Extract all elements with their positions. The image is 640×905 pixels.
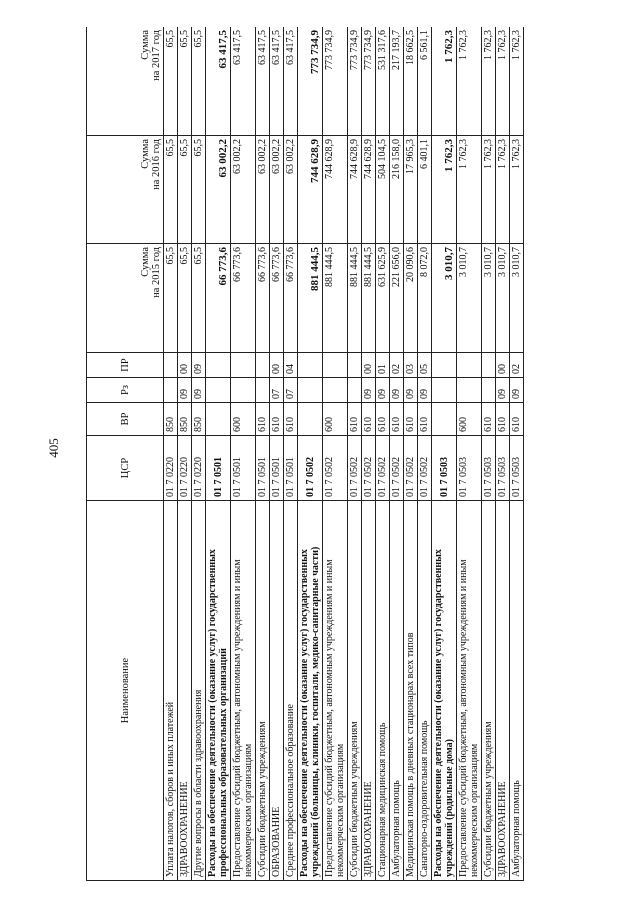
cell-csr: 01 7 0503 bbox=[496, 436, 510, 501]
cell-csr: 01 7 0503 bbox=[510, 436, 524, 501]
table-row bbox=[496, 27, 510, 881]
cell-rz: 09 bbox=[510, 378, 524, 403]
cell-sum-2015: 3 010,7 bbox=[457, 244, 482, 353]
cell-sum-2017: 65,5 bbox=[178, 27, 192, 136]
cell-rz bbox=[323, 378, 348, 403]
cell-sum-2016: 17 965,3 bbox=[404, 136, 418, 244]
cell-sum-2017: 63 417,5 bbox=[256, 27, 270, 136]
header-rz: Рз bbox=[87, 378, 164, 403]
cell-vr: 610 bbox=[362, 403, 376, 436]
cell-rz bbox=[298, 378, 323, 403]
cell-csr: 01 7 0501 bbox=[206, 436, 231, 501]
cell-rz: 09 bbox=[418, 378, 432, 403]
cell-sum-2016: 65,5 bbox=[164, 136, 178, 244]
cell-vr: 850 bbox=[178, 403, 192, 436]
cell-sum-2015: 881 444,5 bbox=[362, 244, 376, 353]
cell-sum-2017: 63 417,5 bbox=[231, 27, 256, 136]
header-vr: ВР bbox=[87, 403, 164, 436]
table-row bbox=[362, 27, 376, 881]
cell-pr: 05 bbox=[418, 353, 432, 378]
cell-name: Медицинская помощь в дневных стационарах всех типов bbox=[404, 501, 418, 881]
cell-name: Предоставление субсидий бюджетным, автономным учреждениям и иным некоммерческим организациям bbox=[457, 501, 482, 881]
cell-vr: 610 bbox=[270, 403, 284, 436]
cell-sum-2016: 1 762,3 bbox=[482, 136, 496, 244]
cell-pr: 00 bbox=[178, 353, 192, 378]
cell-csr: 01 7 0501 bbox=[231, 436, 256, 501]
cell-pr bbox=[256, 353, 270, 378]
cell-vr: 610 bbox=[256, 403, 270, 436]
cell-name: Амбулаторная помощь bbox=[390, 501, 404, 881]
cell-sum-2015: 66 773,6 bbox=[206, 244, 231, 353]
cell-vr bbox=[298, 403, 323, 436]
cell-sum-2017: 65,5 bbox=[192, 27, 206, 136]
table-row bbox=[206, 27, 231, 881]
header-csr: ЦСР bbox=[87, 436, 164, 501]
table-row bbox=[231, 27, 256, 881]
cell-rz bbox=[206, 378, 231, 403]
table-row bbox=[482, 27, 496, 881]
cell-sum-2015: 881 444,5 bbox=[298, 244, 323, 353]
header-sum-2017 bbox=[87, 27, 164, 136]
cell-csr: 01 7 0502 bbox=[362, 436, 376, 501]
cell-name: Субсидии бюджетным учреждениям bbox=[256, 501, 270, 881]
cell-name: Предоставление субсидий бюджетным, автономным учреждениям и иным некоммерческим организациям bbox=[231, 501, 256, 881]
cell-sum-2016: 1 762,3 bbox=[496, 136, 510, 244]
table-row bbox=[178, 27, 192, 881]
table-row bbox=[404, 27, 418, 881]
cell-pr bbox=[482, 353, 496, 378]
table-header-row bbox=[87, 27, 164, 881]
cell-rz bbox=[457, 378, 482, 403]
cell-csr: 01 7 0503 bbox=[482, 436, 496, 501]
cell-vr: 600 bbox=[231, 403, 256, 436]
cell-vr: 850 bbox=[164, 403, 178, 436]
table-row bbox=[298, 27, 323, 881]
cell-pr bbox=[432, 353, 457, 378]
cell-pr: 04 bbox=[284, 353, 298, 378]
cell-csr: 01 7 0501 bbox=[284, 436, 298, 501]
cell-sum-2015: 20 090,6 bbox=[404, 244, 418, 353]
cell-rz: 09 bbox=[362, 378, 376, 403]
cell-pr bbox=[298, 353, 323, 378]
cell-sum-2017: 1 762,3 bbox=[482, 27, 496, 136]
budget-table bbox=[86, 27, 524, 881]
cell-vr: 610 bbox=[496, 403, 510, 436]
cell-sum-2017: 773 734,9 bbox=[298, 27, 323, 136]
cell-sum-2015: 631 625,9 bbox=[376, 244, 390, 353]
cell-pr: 00 bbox=[496, 353, 510, 378]
cell-sum-2017: 65,5 bbox=[164, 27, 178, 136]
cell-sum-2016: 63 002,2 bbox=[284, 136, 298, 244]
header-sum-2015-line1: Сумма bbox=[140, 247, 151, 277]
page-number: 405 bbox=[46, 438, 61, 458]
cell-name: Расходы на обеспечение деятельности (оказание услуг) государственных учреждений (больницы, клиники, госпитали, медико-санитарные части) bbox=[298, 501, 323, 881]
cell-name: Среднее профессиональное образование bbox=[284, 501, 298, 881]
cell-name: Стационарная медицинская помощь bbox=[376, 501, 390, 881]
cell-name: ЗДРАВООХРАНЕНИЕ bbox=[496, 501, 510, 881]
cell-sum-2017: 217 193,7 bbox=[390, 27, 404, 136]
cell-vr bbox=[432, 403, 457, 436]
header-sum-2016-line2: на 2016 год bbox=[151, 139, 162, 190]
cell-pr bbox=[457, 353, 482, 378]
table-row bbox=[348, 27, 362, 881]
header-sum-2017-line1: Сумма bbox=[140, 30, 151, 60]
cell-csr: 01 7 0502 bbox=[390, 436, 404, 501]
cell-vr: 610 bbox=[284, 403, 298, 436]
table-row bbox=[418, 27, 432, 881]
cell-name: Субсидии бюджетным учреждениям bbox=[482, 501, 496, 881]
cell-name: ЗДРАВООХРАНЕНИЕ bbox=[362, 501, 376, 881]
table-row bbox=[376, 27, 390, 881]
cell-name: ОБРАЗОВАНИЕ bbox=[270, 501, 284, 881]
cell-sum-2016: 744 628,9 bbox=[323, 136, 348, 244]
cell-sum-2017: 1 762,3 bbox=[457, 27, 482, 136]
cell-vr: 600 bbox=[323, 403, 348, 436]
table-row bbox=[432, 27, 457, 881]
table-row bbox=[390, 27, 404, 881]
table-row bbox=[164, 27, 178, 881]
cell-sum-2015: 66 773,6 bbox=[270, 244, 284, 353]
header-sum-2016 bbox=[87, 136, 164, 244]
cell-rz bbox=[348, 378, 362, 403]
cell-sum-2017: 63 417,5 bbox=[270, 27, 284, 136]
header-pr: ПР bbox=[87, 353, 164, 378]
cell-name: Санаторно-оздоровительная помощь bbox=[418, 501, 432, 881]
cell-rz bbox=[231, 378, 256, 403]
cell-sum-2015: 3 010,7 bbox=[432, 244, 457, 353]
cell-sum-2015: 881 444,5 bbox=[323, 244, 348, 353]
cell-pr: 01 bbox=[376, 353, 390, 378]
cell-sum-2017: 6 561,1 bbox=[418, 27, 432, 136]
cell-sum-2017: 773 734,9 bbox=[348, 27, 362, 136]
cell-csr: 01 7 0220 bbox=[178, 436, 192, 501]
cell-rz bbox=[164, 378, 178, 403]
header-sum-2015 bbox=[87, 244, 164, 353]
cell-sum-2017: 63 417,5 bbox=[206, 27, 231, 136]
cell-vr: 610 bbox=[404, 403, 418, 436]
cell-name: Уплата налогов, сборов и иных платежей bbox=[164, 501, 178, 881]
cell-csr: 01 7 0503 bbox=[457, 436, 482, 501]
cell-sum-2017: 773 734,9 bbox=[323, 27, 348, 136]
cell-sum-2017: 1 762,3 bbox=[510, 27, 524, 136]
header-sum-2016-line1: Сумма bbox=[140, 139, 151, 169]
cell-rz: 09 bbox=[178, 378, 192, 403]
cell-sum-2016: 744 628,9 bbox=[298, 136, 323, 244]
cell-rz: 07 bbox=[270, 378, 284, 403]
cell-sum-2015: 881 444,5 bbox=[348, 244, 362, 353]
cell-vr bbox=[206, 403, 231, 436]
cell-pr bbox=[206, 353, 231, 378]
table-row bbox=[284, 27, 298, 881]
cell-sum-2016: 63 002,2 bbox=[231, 136, 256, 244]
cell-csr: 01 7 0502 bbox=[404, 436, 418, 501]
cell-sum-2016: 504 104,5 bbox=[376, 136, 390, 244]
table-row bbox=[270, 27, 284, 881]
cell-rz: 09 bbox=[404, 378, 418, 403]
cell-sum-2016: 1 762,3 bbox=[457, 136, 482, 244]
cell-csr: 01 7 0220 bbox=[164, 436, 178, 501]
cell-sum-2017: 18 662,5 bbox=[404, 27, 418, 136]
cell-sum-2017: 1 762,3 bbox=[496, 27, 510, 136]
cell-pr: 02 bbox=[510, 353, 524, 378]
cell-vr: 850 bbox=[192, 403, 206, 436]
cell-sum-2015: 65,5 bbox=[192, 244, 206, 353]
rotated-table-frame bbox=[86, 27, 616, 881]
cell-rz: 09 bbox=[376, 378, 390, 403]
cell-sum-2015: 65,5 bbox=[164, 244, 178, 353]
cell-csr: 01 7 0501 bbox=[270, 436, 284, 501]
cell-sum-2016: 65,5 bbox=[178, 136, 192, 244]
cell-sum-2016: 63 002,2 bbox=[206, 136, 231, 244]
cell-sum-2016: 65,5 bbox=[192, 136, 206, 244]
cell-rz bbox=[256, 378, 270, 403]
cell-csr: 01 7 0502 bbox=[376, 436, 390, 501]
cell-vr: 610 bbox=[390, 403, 404, 436]
cell-sum-2015: 3 010,7 bbox=[510, 244, 524, 353]
cell-pr bbox=[231, 353, 256, 378]
cell-vr: 600 bbox=[457, 403, 482, 436]
cell-csr: 01 7 0503 bbox=[432, 436, 457, 501]
cell-sum-2015: 3 010,7 bbox=[496, 244, 510, 353]
cell-sum-2016: 1 762,3 bbox=[510, 136, 524, 244]
cell-sum-2017: 1 762,3 bbox=[432, 27, 457, 136]
cell-sum-2015: 8 072,0 bbox=[418, 244, 432, 353]
cell-rz bbox=[482, 378, 496, 403]
cell-pr: 09 bbox=[192, 353, 206, 378]
table-row bbox=[510, 27, 524, 881]
cell-name: ЗДРАВООХРАНЕНИЕ bbox=[178, 501, 192, 881]
cell-rz: 09 bbox=[192, 378, 206, 403]
rotated-page-content bbox=[86, 27, 616, 881]
header-name: Наименование bbox=[87, 501, 164, 881]
cell-vr: 610 bbox=[510, 403, 524, 436]
cell-vr: 610 bbox=[482, 403, 496, 436]
cell-name: Предоставление субсидий бюджетным, автономным учреждениям и иным некоммерческим организациям bbox=[323, 501, 348, 881]
cell-csr: 01 7 0501 bbox=[256, 436, 270, 501]
cell-csr: 01 7 0220 bbox=[192, 436, 206, 501]
cell-rz: 07 bbox=[284, 378, 298, 403]
cell-sum-2017: 773 734,9 bbox=[362, 27, 376, 136]
cell-csr: 01 7 0502 bbox=[348, 436, 362, 501]
cell-sum-2016: 1 762,3 bbox=[432, 136, 457, 244]
table-row bbox=[323, 27, 348, 881]
table-row bbox=[457, 27, 482, 881]
cell-sum-2017: 63 417,5 bbox=[284, 27, 298, 136]
header-sum-2017-line2: на 2017 год bbox=[151, 30, 162, 81]
cell-sum-2016: 63 002,2 bbox=[256, 136, 270, 244]
cell-sum-2017: 531 317,6 bbox=[376, 27, 390, 136]
cell-pr bbox=[348, 353, 362, 378]
cell-sum-2016: 63 002,2 bbox=[270, 136, 284, 244]
cell-rz: 09 bbox=[390, 378, 404, 403]
cell-name: Другие вопросы в области здравоохранения bbox=[192, 501, 206, 881]
table-row bbox=[256, 27, 270, 881]
cell-sum-2015: 66 773,6 bbox=[256, 244, 270, 353]
cell-rz bbox=[432, 378, 457, 403]
cell-vr: 610 bbox=[376, 403, 390, 436]
cell-csr: 01 7 0502 bbox=[323, 436, 348, 501]
cell-rz: 09 bbox=[496, 378, 510, 403]
cell-name: Расходы на обеспечение деятельности (оказание услуг) государственных профессиональных образовательных организаций bbox=[206, 501, 231, 881]
cell-csr: 01 7 0502 bbox=[418, 436, 432, 501]
cell-sum-2015: 66 773,6 bbox=[284, 244, 298, 353]
cell-vr: 610 bbox=[348, 403, 362, 436]
table-body bbox=[164, 27, 524, 881]
cell-vr: 610 bbox=[418, 403, 432, 436]
cell-sum-2015: 3 010,7 bbox=[482, 244, 496, 353]
cell-name: Амбулаторная помощь bbox=[510, 501, 524, 881]
cell-sum-2015: 221 656,0 bbox=[390, 244, 404, 353]
cell-sum-2016: 216 158,0 bbox=[390, 136, 404, 244]
table-row bbox=[192, 27, 206, 881]
cell-pr: 00 bbox=[362, 353, 376, 378]
header-sum-2015-line2: на 2015 год bbox=[151, 247, 162, 298]
cell-pr: 00 bbox=[270, 353, 284, 378]
cell-sum-2016: 6 401,1 bbox=[418, 136, 432, 244]
cell-csr: 01 7 0502 bbox=[298, 436, 323, 501]
cell-name: Субсидии бюджетным учреждениям bbox=[348, 501, 362, 881]
cell-pr: 03 bbox=[404, 353, 418, 378]
cell-pr: 02 bbox=[390, 353, 404, 378]
cell-pr bbox=[164, 353, 178, 378]
cell-sum-2015: 65,5 bbox=[178, 244, 192, 353]
cell-name: Расходы на обеспечение деятельности (оказание услуг) государственных учреждений (родильные дома) bbox=[432, 501, 457, 881]
cell-pr bbox=[323, 353, 348, 378]
cell-sum-2016: 744 628,9 bbox=[362, 136, 376, 244]
cell-sum-2016: 744 628,9 bbox=[348, 136, 362, 244]
cell-sum-2015: 66 773,6 bbox=[231, 244, 256, 353]
